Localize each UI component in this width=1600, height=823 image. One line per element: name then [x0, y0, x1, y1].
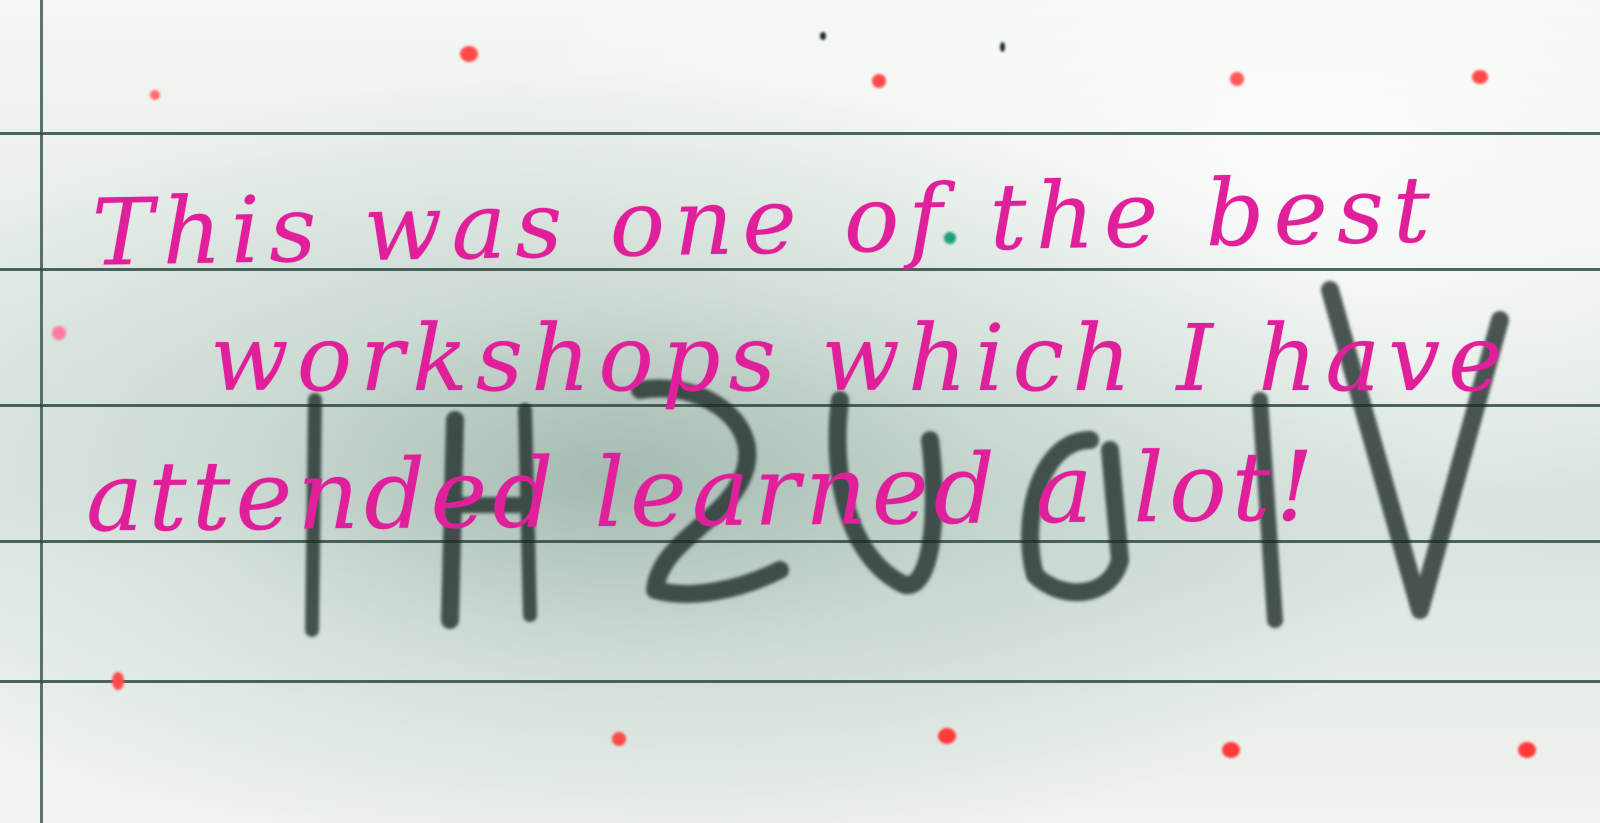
note-line-3: attended learned a lot!	[85, 430, 1320, 554]
note-line-1: This was one of the best	[91, 156, 1440, 287]
note-line-2: workshops which I have	[210, 305, 1511, 412]
